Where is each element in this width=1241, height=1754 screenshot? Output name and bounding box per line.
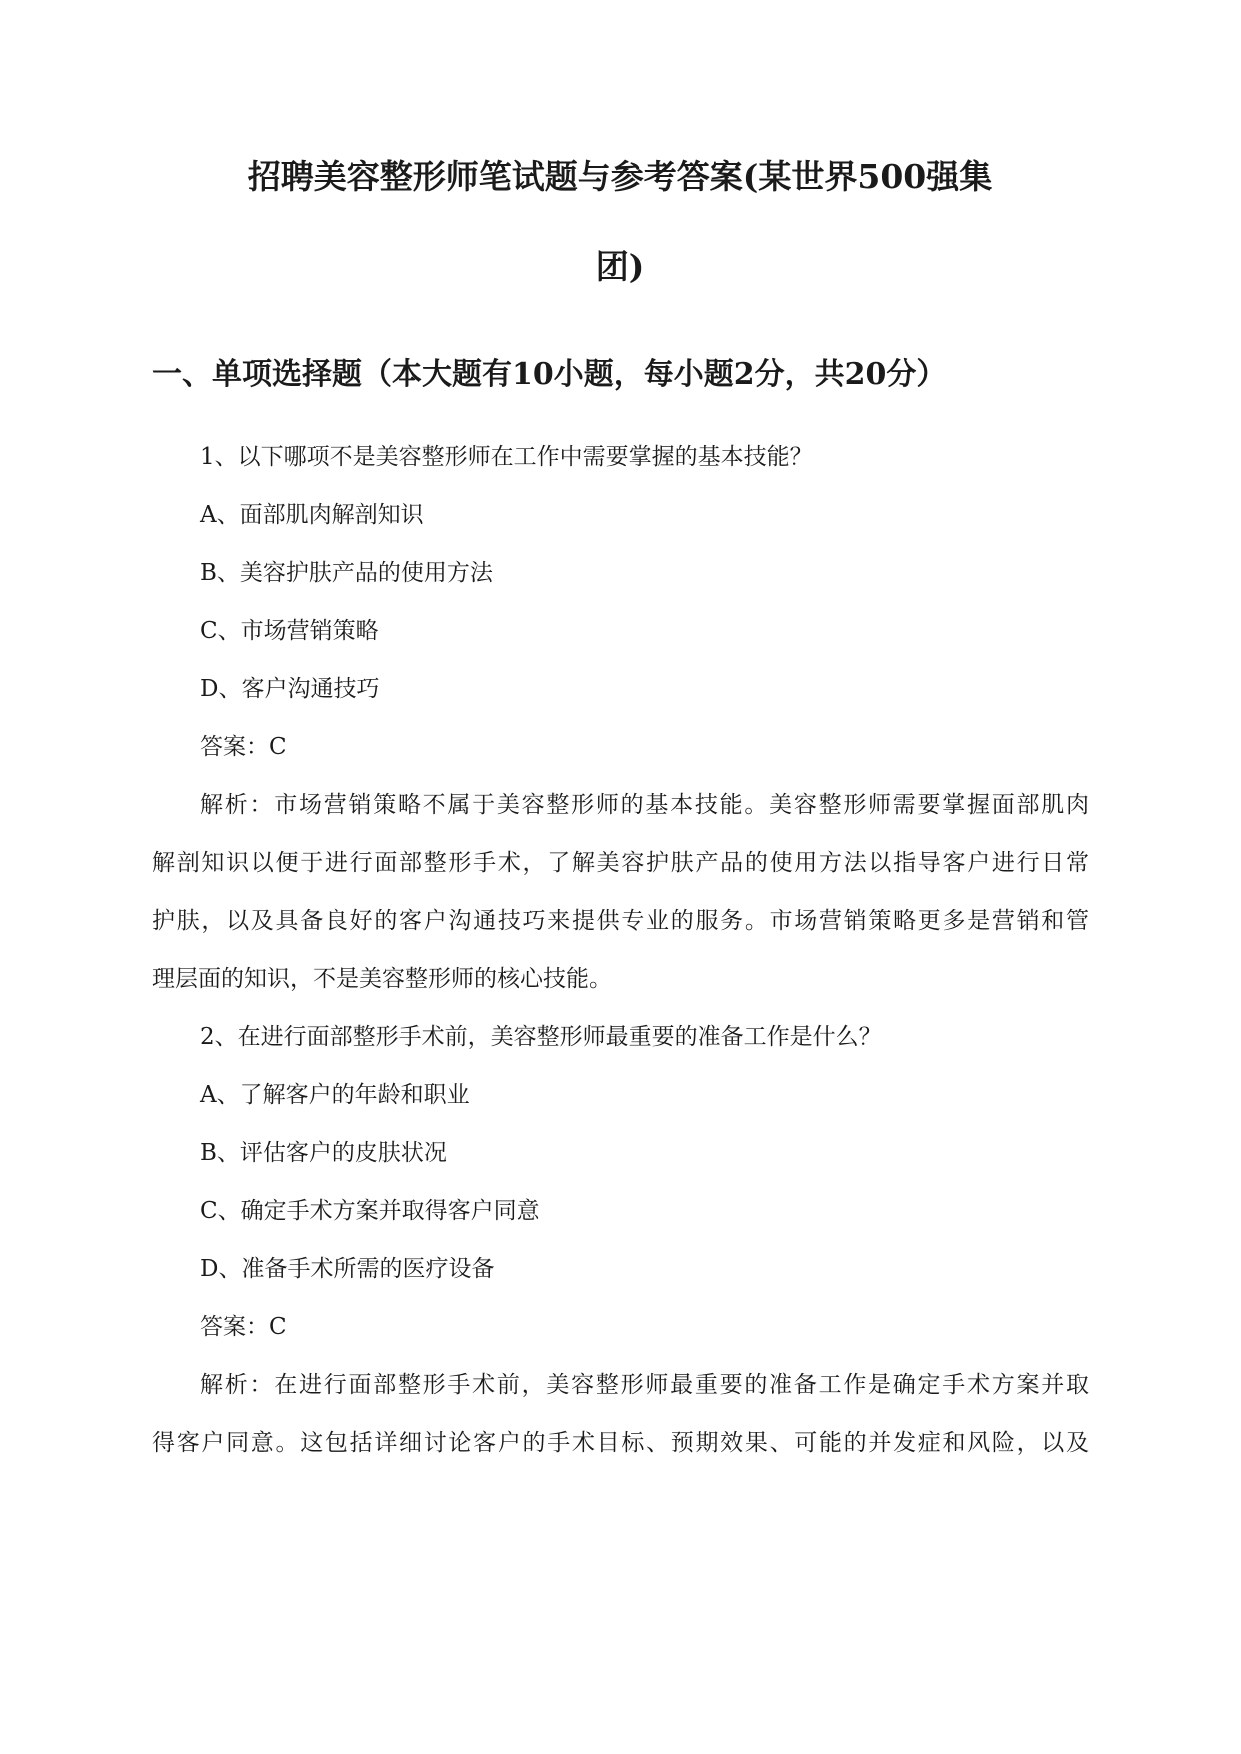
question-2-option-c: C、确定手术方案并取得客户同意 (200, 1198, 540, 1224)
question-1-explanation-line-4: 理层面的知识，不是美容整形师的核心技能。 (152, 966, 612, 992)
question-1-explanation-line-2: 解剖知识以便于进行面部整形手术，了解美容护肤产品的使用方法以指导客户进行日常 (152, 850, 1089, 876)
question-2-option-a: A、了解客户的年龄和职业 (200, 1082, 470, 1108)
question-1-answer: 答案：C (200, 734, 287, 760)
question-1-explanation-line-1: 解析：市场营销策略不属于美容整形师的基本技能。美容整形师需要掌握面部肌肉 (200, 792, 1089, 818)
question-1-option-a: A、面部肌肉解剖知识 (200, 502, 424, 528)
document-title-line-2: 团) (595, 247, 645, 286)
question-1-option-b: B、美容护肤产品的使用方法 (200, 560, 493, 586)
question-2-explanation-line-2: 得客户同意。这包括详细讨论客户的手术目标、预期效果、可能的并发症和风险，以及 (152, 1430, 1089, 1456)
question-1-explanation-line-3: 护肤，以及具备良好的客户沟通技巧来提供专业的服务。市场营销策略更多是营销和管 (152, 908, 1089, 934)
question-2-option-d: D、准备手术所需的医疗设备 (200, 1256, 495, 1282)
question-2-explanation-line-1: 解析：在进行面部整形手术前，美容整形师最重要的准备工作是确定手术方案并取 (200, 1372, 1089, 1398)
question-1-text: 1、以下哪项不是美容整形师在工作中需要掌握的基本技能？ (200, 444, 813, 470)
question-2-answer: 答案：C (200, 1314, 287, 1340)
document-title-line-1: 招聘美容整形师笔试题与参考答案(某世界500强集 (247, 157, 993, 196)
question-2-option-b: B、评估客户的皮肤状况 (200, 1140, 447, 1166)
question-2-text: 2、在进行面部整形手术前，美容整形师最重要的准备工作是什么？ (200, 1024, 882, 1050)
section-heading: 一、单项选择题（本大题有10小题，每小题2分，共20分） (152, 357, 947, 392)
question-1-option-d: D、客户沟通技巧 (200, 676, 380, 702)
question-1-option-c: C、市场营销策略 (200, 618, 379, 644)
